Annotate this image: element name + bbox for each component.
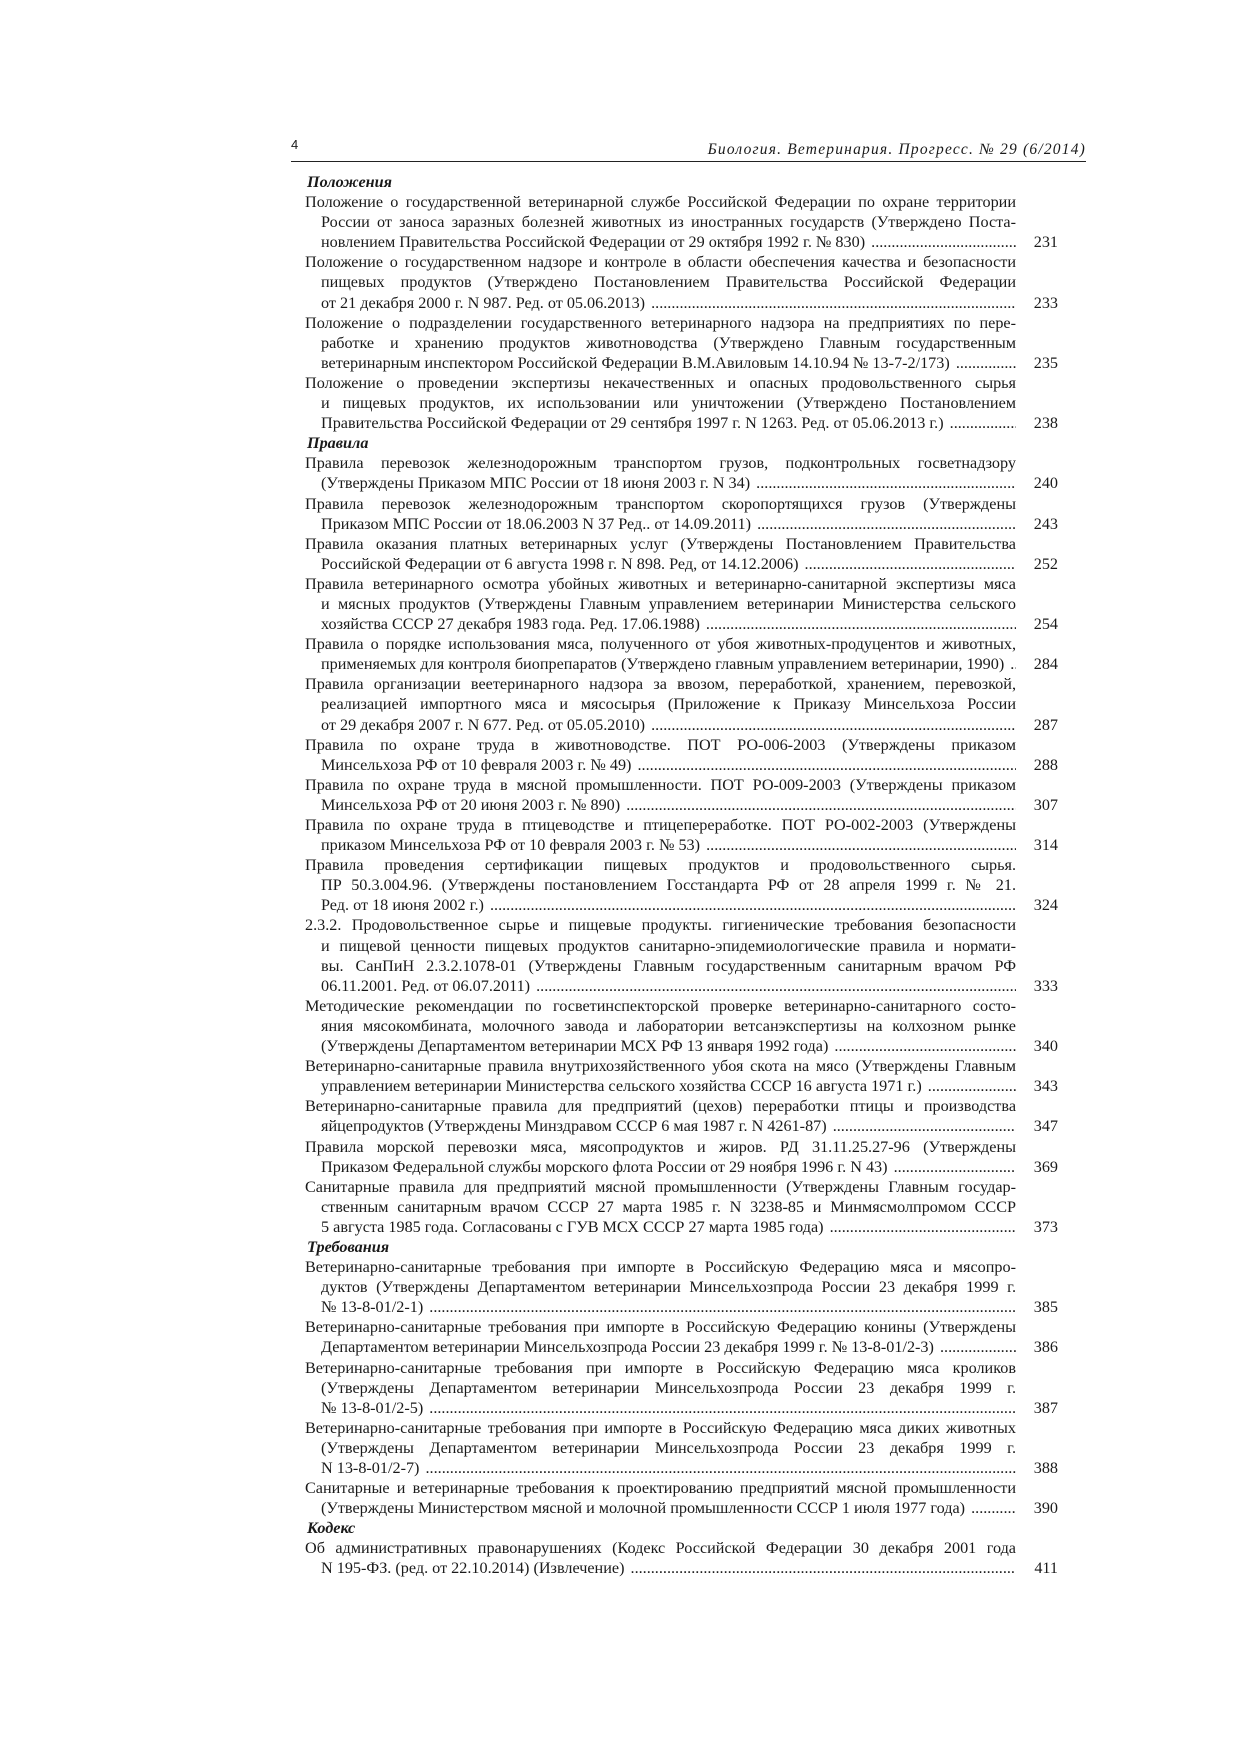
toc-page-number: 386 <box>1033 1338 1058 1357</box>
toc-entry-text: Приказом МПС России от 18.06.2003 N 37 Ред.. от 14.09.2011) <box>321 514 752 533</box>
section-title: Положения <box>307 173 392 191</box>
toc-entry-text: Правила организации веетеринарного надзора за ввозом, переработкой, хранением, перевозкой, <box>305 675 1016 694</box>
toc-entry-text: Методические рекомендации по госветинспекторской проверке ветеринарно-санитарного состо- <box>305 996 1016 1015</box>
toc-entry-text: 2.3.2. Продовольственное сырье и пищевые продукты. гигиенические требования безопасности <box>305 916 1016 935</box>
toc-entry-text: (Утверждены Департаментом ветеринарии Минсельхозпрода России 23 декабря 1999 г. <box>321 1378 1016 1397</box>
toc-page-number: 369 <box>1033 1157 1058 1176</box>
toc-entry-line-leader <box>305 232 1016 252</box>
toc-entry-line-leader <box>305 835 1016 855</box>
toc-entry-text: Ред. от 18 июня 2002 г.) <box>321 896 484 915</box>
toc-entry <box>305 1177 1058 1237</box>
toc-entry-line-leader <box>305 1337 1016 1357</box>
toc-entry-line-leader <box>305 1157 1016 1177</box>
toc-entry-text: и пищевых продуктов, их использовании или уничтожении (Утверждено Постановлением <box>321 394 1016 413</box>
toc-entry-text: Положение о подразделении государственного ветеринарного надзора на предприятиях по пере- <box>305 313 1016 332</box>
toc-entry-text: Правила о порядке использования мяса, полученного от убоя животных-продуцентов и животных, <box>305 635 1016 654</box>
toc-page-number: 243 <box>1033 514 1058 533</box>
toc-entry-text: и мясных продуктов (Утверждены Главным управлением ветеринарии Министерства сельского <box>321 594 1016 613</box>
toc-entry-text: приказом Минсельхоза РФ от 10 февраля 2003 г. № 53) <box>321 836 701 855</box>
toc-entry-text: Положение о государственном надзоре и контроле в области обеспечения качества и безопасности <box>305 253 1016 272</box>
toc-entry-text: от 21 декабря 2000 г. N 987. Ред. от 05.06.2013) <box>321 293 646 312</box>
toc-entry <box>305 1096 1058 1136</box>
toc-entry-line-leader <box>305 895 1016 915</box>
toc-page-number: 231 <box>1033 233 1058 252</box>
page-number: 4 <box>291 137 299 152</box>
toc-entry-text: яния мясокомбината, молочного завода и лаборатории ветсанэкспертизы на колхозном рынке <box>321 1016 1016 1035</box>
toc-entry <box>305 634 1058 674</box>
toc-entry-text: Приказом Федеральной службы морского флота России от 29 ноября 1996 г. N 43) <box>321 1157 888 1176</box>
toc-entry-text: Санитарные правила для предприятий мясной промышленности (Утверждены Главным государ- <box>305 1177 1016 1196</box>
toc-entry <box>305 1358 1058 1418</box>
toc-entry-text: Правила оказания платных ветеринарных услуг (Утверждены Постановлением Правительства <box>305 534 1016 553</box>
toc-entry-text: Ветеринарно-санитарные требования при импорте в Российскую Федерацию конины (Утверждены <box>305 1318 1016 1337</box>
toc-entry-text: Минсельхоза РФ от 20 июня 2003 г. № 890) <box>321 795 621 814</box>
toc-page-number: 314 <box>1033 836 1058 855</box>
toc-entry-text: № 13-8-01/2-5) <box>321 1398 424 1417</box>
toc-entry-text: Правила по охране труда в мясной промышленности. ПОТ РО-009-2003 (Утверждены приказом <box>305 775 1016 794</box>
toc-entry-text: дуктов (Утверждены Департаментом ветеринарии Минсельхозпрода России 23 декабря 1999 г. <box>321 1278 1016 1297</box>
toc-entry-text: и пищевой ценности пищевых продуктов санитарно-эпидемиологические правила и нормати- <box>321 936 1016 955</box>
toc-page-number: 387 <box>1033 1398 1058 1417</box>
toc-entry-line-leader <box>305 293 1016 313</box>
table-of-contents <box>305 172 1058 1579</box>
toc-entry-text: управлением ветеринарии Министерства сельского хозяйства СССР 16 августа 1971 г.) <box>321 1077 922 1096</box>
section-title: Требования <box>307 1237 390 1256</box>
toc-entry-text: яйцепродуктов (Утверждены Минздравом СССР 6 мая 1987 г. N 4261-87) <box>321 1117 827 1136</box>
toc-page-number: 411 <box>1034 1559 1058 1578</box>
toc-entry <box>305 815 1058 855</box>
toc-entry <box>305 192 1058 252</box>
toc-entry-text: Положение о проведении экспертизы некачественных и опасных продовольственного сырья <box>305 373 1016 392</box>
toc-entry-text: Ветеринарно-санитарные правила внутрихозяйственного убоя скота на мясо (Утверждены Главным <box>305 1057 1016 1076</box>
toc-page-number: 347 <box>1033 1117 1058 1136</box>
toc-entry-text: работке и хранению продуктов животноводства (Утверждено Главным государственным <box>321 333 1016 352</box>
toc-entry-text: 5 августа 1985 года. Согласованы с ГУВ МСХ СССР 27 марта 1985 года) <box>321 1217 824 1236</box>
toc-entry-text: реализацией импортного мяса и мясосырья (Приложение к Приказу Минсельхоза России <box>321 695 1016 714</box>
toc-entry <box>305 674 1058 734</box>
toc-entry <box>305 574 1058 634</box>
toc-entry <box>305 494 1058 534</box>
toc-entry-text: России от заноса заразных болезней животных из иностранных государств (Утверждено Поста- <box>321 213 1016 232</box>
header-rule <box>291 161 1086 162</box>
toc-entry-text: Санитарные и ветеринарные требования к проектированию предприятий мясной промышленности <box>305 1479 1016 1498</box>
toc-entry-text: (Утверждены Департаментом ветеринарии МСХ РФ 13 января 1992 года) <box>321 1037 829 1056</box>
toc-entry-line-leader <box>305 976 1016 996</box>
toc-page-number: 343 <box>1033 1077 1058 1096</box>
toc-entry-text: 06.11.2001. Ред. от 06.07.2011) <box>321 976 531 995</box>
toc-entry-line-leader <box>305 473 1016 493</box>
toc-entry-text: Правительства Российской Федерации от 29 сентября 1997 г. N 1263. Ред. от 05.06.2013 г.) <box>321 414 944 433</box>
toc-page-number: 235 <box>1033 353 1058 372</box>
toc-entry <box>305 313 1058 373</box>
toc-entry-line-leader <box>305 413 1016 433</box>
toc-entry <box>305 453 1058 493</box>
toc-entry-line-leader <box>305 1217 1016 1237</box>
toc-entry-line-leader <box>305 1498 1016 1518</box>
toc-entry-text: (Утверждены Приказом МПС России от 18 июня 2003 г. N 34) <box>321 474 751 493</box>
toc-entry-line-leader <box>305 755 1016 775</box>
toc-entry-text: Ветеринарно-санитарные требования при импорте в Российскую Федерацию мяса диких животных <box>305 1418 1016 1437</box>
toc-page-number: 233 <box>1033 293 1058 312</box>
toc-entry-text: Правила перевозок железнодорожным транспортом скоропортящихся грузов (Утверждены <box>305 494 1016 513</box>
toc-entry-text: Департаментом ветеринарии Минсельхозпрода России 23 декабря 1999 г. № 13-8-01/2-3) <box>321 1338 934 1357</box>
toc-entry-line-leader <box>305 654 1016 674</box>
toc-entry-text: ственным санитарным врачом СССР 27 марта 1985 г. N 3238-85 и Минмясмолпромом СССР <box>321 1197 1016 1216</box>
toc-entry-text: Правила проведения сертификации пищевых продуктов и продовольственного сырья. <box>305 856 1016 875</box>
toc-entry-text: N 195-ФЗ. (ред. от 22.10.2014) (Извлечение) <box>321 1559 625 1578</box>
toc-entry <box>305 915 1058 995</box>
toc-entry-text: N 13-8-01/2-7) <box>321 1459 420 1477</box>
toc-entry-line-leader <box>305 614 1016 634</box>
toc-page-number: 385 <box>1033 1298 1058 1317</box>
toc-entry <box>305 1257 1058 1317</box>
toc-entry-text: Положение о государственной ветеринарной службе Российской Федерации по охране территории <box>305 193 1016 212</box>
toc-entry-text: (Утверждены Министерством мясной и молочной промышленности СССР 1 июля 1977 года) <box>321 1499 966 1518</box>
toc-entry-text: Правила перевозок железнодорожным транспортом грузов, подконтрольных госветнадзору <box>305 454 1016 473</box>
toc-entry <box>305 252 1058 312</box>
toc-entry-text: Правила морской перевозки мяса, мясопродуктов и жиров. РД 31.11.25.27-96 (Утверждены <box>305 1137 1016 1156</box>
toc-entry-line-leader <box>305 353 1016 373</box>
toc-page-number: 238 <box>1033 414 1058 433</box>
toc-entry-line-leader <box>305 1076 1016 1096</box>
toc-entry-line-leader <box>305 1036 1016 1056</box>
toc-entry-text: Минсельхоза РФ от 10 февраля 2003 г. № 49) <box>321 755 632 774</box>
toc-entry-text: Российской Федерации от 6 августа 1998 г. N 898. Ред, от 14.12.2006) <box>321 554 799 573</box>
toc-entry <box>305 775 1058 815</box>
toc-page-number: 340 <box>1033 1037 1058 1056</box>
running-head: Биология. Ветеринария. Прогресс. № 29 (6/2014) <box>707 141 1086 158</box>
toc-entry-line-leader <box>305 554 1016 574</box>
toc-entry-text: ПР 50.3.004.96. (Утверждены постановлением Госстандарта РФ от 28 апреля 1999 г. № 21. <box>321 876 1016 895</box>
toc-entry-text: Об административных правонарушениях (Кодекс Российской Федерации 30 декабря 2001 года <box>305 1539 1016 1558</box>
toc-entry <box>305 1418 1058 1478</box>
toc-page-number: 240 <box>1033 474 1058 493</box>
toc-page-number: 252 <box>1033 554 1058 573</box>
toc-page-number: 390 <box>1033 1499 1058 1518</box>
toc-page-number: 373 <box>1033 1217 1058 1236</box>
toc-entry-text: от 29 декабря 2007 г. N 677. Ред. от 05.05.2010) <box>321 715 646 734</box>
toc-entry-text: Ветеринарно-санитарные требования при импорте в Российскую Федерацию мяса кроликов <box>305 1358 1016 1377</box>
toc-entry-line-leader <box>305 715 1016 735</box>
toc-entry-text: новлением Правительства Российской Федерации от 29 октября 1992 г. № 830) <box>321 233 866 252</box>
toc-entry <box>305 855 1058 915</box>
toc-page-number: 288 <box>1033 755 1058 774</box>
toc-entry-line-leader <box>305 1116 1016 1136</box>
toc-entry-line-leader <box>305 514 1016 534</box>
toc-entry-line-leader <box>305 1398 1016 1418</box>
toc-entry-text: (Утверждены Департаментом ветеринарии Минсельхозпрода России 23 декабря 1999 г. <box>321 1438 1016 1457</box>
toc-entry <box>305 996 1058 1056</box>
toc-entry <box>305 1137 1058 1177</box>
toc-entry-text: хозяйства СССР 27 декабря 1983 года. Ред. 17.06.1988) <box>321 615 700 634</box>
toc-entry-text: Правила по охране труда в животноводстве. ПОТ РО-006-2003 (Утверждены приказом <box>305 735 1016 754</box>
toc-entry <box>305 1056 1058 1096</box>
toc-page-number: 388 <box>1033 1459 1058 1477</box>
toc-entry <box>305 1478 1058 1518</box>
toc-entry <box>305 735 1058 775</box>
toc-page-number: 307 <box>1033 795 1058 814</box>
section-title: Кодекс <box>307 1519 356 1538</box>
toc-entry-line-leader <box>305 795 1016 815</box>
toc-entry-text: Ветеринарно-санитарные требования при импорте в Российскую Федерацию мяса и мясопро- <box>305 1258 1016 1277</box>
toc-entry-text: № 13-8-01/2-1) <box>321 1298 424 1317</box>
toc-entry-line-leader <box>305 1458 1016 1478</box>
toc-page-number: 254 <box>1033 615 1058 634</box>
toc-entry <box>305 1538 1058 1578</box>
toc-entry <box>305 1317 1058 1357</box>
toc-page-number: 333 <box>1033 976 1058 995</box>
toc-page-number: 287 <box>1033 715 1058 734</box>
toc-entry-text: применяемых для контроля биопрепаратов (Утверждено главным управлением ветеринарии, 1990) <box>321 655 1005 674</box>
toc-entry-text: Правила по охране труда в птицеводстве и птицепереработке. ПОТ РО-002-2003 (Утверждены <box>305 816 1016 834</box>
section-title: Правила <box>307 434 369 453</box>
toc-page-number: 324 <box>1033 896 1058 915</box>
toc-entry-line-leader <box>305 1558 1016 1578</box>
toc-entry-text: пищевых продуктов (Утверждено Постановлением Правительства Российской Федерации <box>321 273 1016 292</box>
toc-entry-text: вы. СанПиН 2.3.2.1078-01 (Утверждены Главным государственным санитарным врачом РФ <box>321 956 1016 975</box>
toc-entry-text: ветеринарным инспектором Российской Федерации В.М.Авиловым 14.10.94 № 13-7-2/173) <box>321 353 950 372</box>
toc-entry-line-leader <box>305 1297 1016 1317</box>
toc-entry <box>305 534 1058 574</box>
toc-page-number: 284 <box>1033 655 1058 674</box>
toc-entry <box>305 373 1058 433</box>
toc-entry-text: Ветеринарно-санитарные правила для предприятий (цехов) переработки птицы и производства <box>305 1097 1016 1116</box>
toc-entry-text: Правила ветеринарного осмотра убойных животных и ветеринарно-санитарной экспертизы мяса <box>305 574 1016 593</box>
